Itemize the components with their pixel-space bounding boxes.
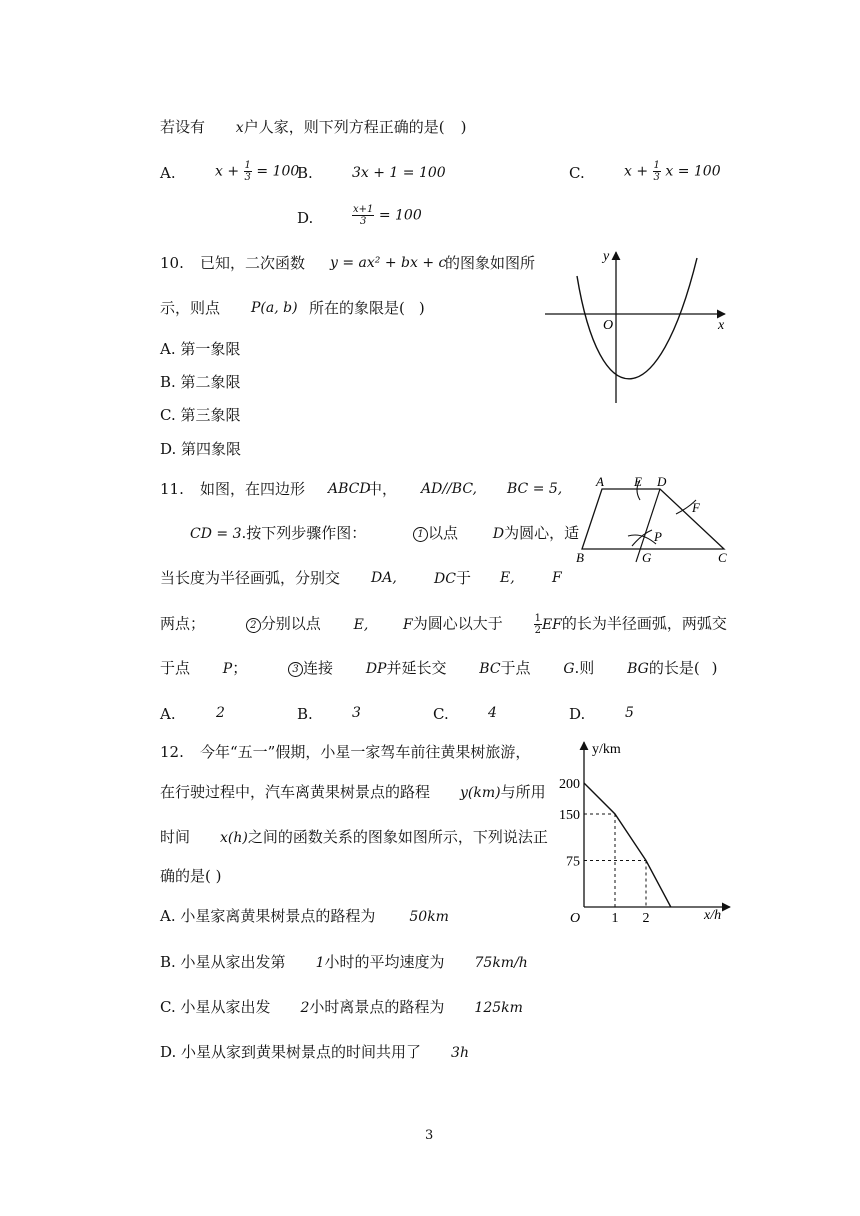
chart-x-label: x/h	[704, 908, 722, 923]
q11-option-d-value: 5	[625, 705, 634, 721]
q11-option-d-label: D.	[569, 705, 586, 723]
q9-var: x	[235, 120, 244, 136]
q10-number: 10.	[160, 254, 184, 272]
q9-option-c-label: C.	[569, 164, 585, 182]
x-tick-label-1: 2	[642, 911, 650, 926]
q11-option-a-label: A.	[160, 705, 176, 723]
q9-option-b-label: B.	[297, 164, 313, 182]
q11-option-c-label: C.	[433, 705, 449, 723]
y-tick-label-2: 200	[559, 777, 580, 792]
q9-option-d-label: D.	[297, 209, 314, 227]
page-number: 3	[425, 1128, 434, 1143]
y-axis-label: y	[603, 249, 610, 264]
q11-line1-a: 如图，在四边形	[200, 480, 306, 498]
q11-line4: 两点； 2 分别以点 E, F为圆心以大于 $\frac{1}{2}$ EF的长为半径画弧，两弧交	[160, 613, 727, 636]
label-d: D	[657, 474, 667, 489]
q10-stem-a: 已知，二次函数	[200, 254, 306, 272]
label-p: P	[654, 529, 662, 544]
q10-point: P(a, b)	[251, 300, 298, 316]
q9-option-d-expr: $\frac{x+1}{3}$ = 100	[353, 204, 422, 227]
q11-line3-b: DC于	[434, 569, 471, 587]
q12-line2: 在行驶过程中，汽车离黄果树景点的路程 y(km)与所用	[160, 783, 546, 801]
q11-quadrilateral-figure	[572, 472, 742, 572]
q11-option-b-value: 3	[352, 705, 361, 721]
series-line	[584, 783, 671, 907]
q12-option-d: D. 小星从家到黄果树景点的时间共用了 3h	[160, 1043, 469, 1061]
q10-option-b: B. 第二象限	[160, 373, 241, 391]
step-2-marker: 2	[246, 618, 261, 633]
q9-option-b-expr: 3x + 1 = 100	[352, 165, 446, 181]
q12-line3: 时间 x(h)之间的函数关系的图象如图所示，下列说法正	[160, 828, 548, 846]
q11-pt-e: E,	[500, 570, 515, 586]
q11-option-b-label: B.	[297, 705, 313, 723]
q11-line3-a: 当长度为半径画弧，分别交	[160, 569, 341, 587]
q9-option-a-label: A.	[160, 164, 176, 182]
q12-option-a: A. 小星家离黄果树景点的路程为 50km	[160, 907, 449, 925]
q11-pt-f: F	[552, 570, 562, 586]
label-a: A	[596, 474, 604, 489]
q12-option-c: C. 小星从家出发 2小时离景点的路程为 125km	[160, 998, 523, 1016]
q11-line2: CD = 3.按下列步骤作图： 1 以点 D为圆心，适	[190, 524, 580, 542]
label-e: E	[634, 474, 642, 489]
origin-label: O	[603, 318, 614, 333]
q10-stem-d: 所在的象限是( )	[309, 299, 425, 317]
step-3-marker: 3	[288, 662, 303, 677]
q9-option-a-expr: x + $\frac{1}{3}$ = 100	[215, 160, 300, 183]
q9-option-c-expr: x + $\frac{1}{3}$ x = 100	[624, 160, 721, 183]
q10-stem-c: 示，则点	[160, 299, 221, 317]
step-1-marker: 1	[413, 527, 428, 542]
chart-y-label: y/km	[592, 742, 621, 757]
q9-stem: 若设有 x户人家，则下列方程正确的是( )	[160, 118, 467, 136]
q10-parabola-graph	[540, 248, 740, 408]
q10-option-c: C. 第三象限	[160, 406, 241, 424]
fraction: $\frac{1}{3}$	[244, 160, 251, 183]
label-g: G	[642, 550, 652, 565]
chart-origin-label: O	[570, 911, 581, 926]
q10-option-d: D. 第四象限	[160, 440, 242, 458]
label-b: B	[576, 550, 584, 565]
parabola-curve	[577, 258, 697, 379]
q11-cond1: AD//BC,	[421, 481, 477, 497]
fraction: $\frac{1}{3}$	[653, 160, 660, 183]
q12-line4: 确的是( )	[160, 867, 222, 885]
q12-line1: 今年“五一”假期，小星一家驾车前往黄果树旅游，	[200, 743, 531, 761]
q11-option-c-value: 4	[488, 705, 497, 721]
fraction-half: $\frac{1}{2}$	[534, 613, 541, 636]
label-c: C	[718, 550, 727, 565]
y-tick-label-1: 150	[559, 808, 580, 823]
label-f: F	[692, 500, 700, 515]
q11-line1-b: 中，	[367, 480, 398, 498]
q11-line5: 于点 P； 3 连接 DP并延长交 BC于点 G.则 BG的长是( )	[160, 659, 718, 677]
q11-cond2: BC = 5,	[507, 481, 563, 497]
q11-number: 11.	[160, 480, 184, 498]
q11-option-a-value: 2	[216, 705, 225, 721]
q10-stem-b: 的图象如图所	[445, 254, 536, 272]
fraction: $\frac{x+1}{3}$	[353, 204, 374, 227]
q12-number: 12.	[160, 743, 184, 761]
x-axis-label: x	[718, 318, 725, 333]
q11-seg-da: DA,	[371, 570, 397, 586]
q10-function: y = ax² + bx + c	[330, 255, 447, 271]
x-tick-label-0: 1	[611, 911, 619, 926]
q12-option-b: B. 小星从家出发第 1小时的平均速度为 75km/h	[160, 953, 528, 971]
q12-distance-time-chart	[550, 736, 740, 926]
q11-quad: ABCD	[328, 481, 371, 497]
q10-option-a: A. 第一象限	[160, 340, 241, 358]
quadrilateral-abcd	[582, 489, 724, 549]
y-tick-label-0: 75	[566, 854, 580, 870]
